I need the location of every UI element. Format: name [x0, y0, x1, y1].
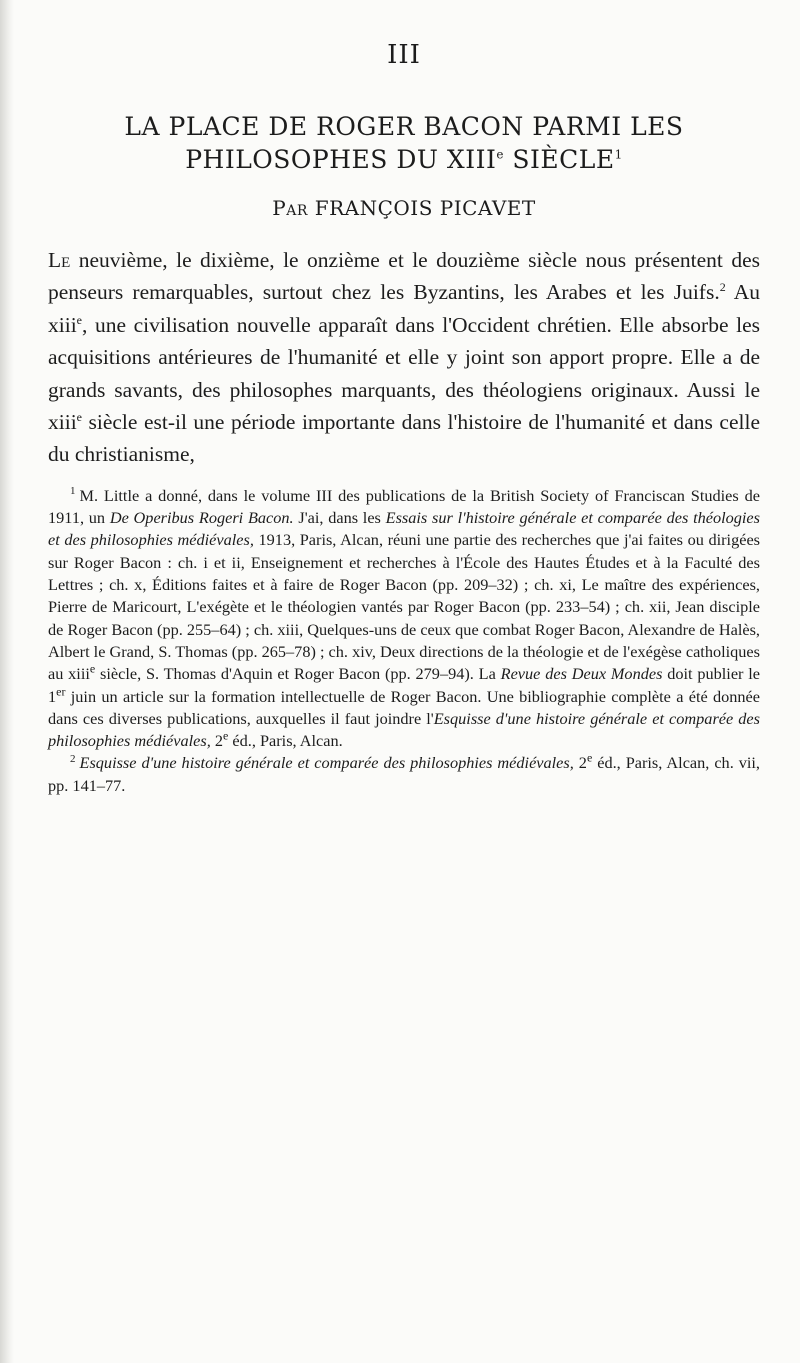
author-name: FRANÇOIS PICAVET [307, 196, 536, 220]
footnote-2-italic: Esquisse d'une histoire générale et comparée des philosophies médiévales, [79, 753, 574, 773]
footnote-1-text-e: doit publier le 1 [48, 664, 761, 706]
body-text-4: siècle est-il une période importante dans l'histoire de l'humanité et dans celle du christianisme, [48, 410, 760, 467]
footnote-2 [48, 752, 760, 797]
footnote-1-italic-b: Essais sur l'histoire générale et comparée des théologies et des philosophies médiévales, [48, 508, 760, 550]
footnote-1-sup-er: er [56, 684, 66, 699]
footnote-1-text-d: siècle, S. Thomas d'Aquin et Roger Bacon (pp. 279–94). La [95, 664, 501, 684]
body-superscript-e-2: e [76, 409, 82, 424]
footnote-1-text-g: 2 [210, 731, 223, 751]
footnote-2-sup-e: e [586, 750, 593, 765]
body-text-2: Au xiii [48, 280, 761, 337]
lead-word: Le [48, 248, 71, 272]
body-paragraph [48, 244, 760, 471]
footnote-1-text-a: M. Little a donné, dans le volume III des publications de la British Society of Franciscan Studies de 1911, un [48, 485, 760, 528]
footnote-1-text-f: juin un article sur la formation intellectuelle de Roger Bacon. Une bibliographie complète a été donnée dans ces diverses publications, auxquelles il faut joindre l' [48, 686, 760, 728]
body-text-1: neuvième, le dixième, le onzième et le douzième siècle nous présentent des penseurs remarquables, surtout chez les Byzantins, les Arabes et les Juifs. [48, 248, 760, 305]
author-line [48, 196, 760, 220]
footnote-2-text-b: éd., Paris, Alcan, ch. vii, pp. 141–77. [48, 753, 760, 795]
footnote-2-text-a: 2 [573, 753, 587, 773]
footnote-1-sup-e: e [89, 661, 96, 676]
footnote-1-text-c: 1913, Paris, Alcan, réuni une partie des recherches que j'ai faites ou dirigées sur Roger Bacon : ch. i et ii, Enseignement et recherches à l'École des Hautes Études et à la Faculté des Lettres ; ch. x, Éditions faites et à faire de Roger Bacon (pp. 209–32) ; ch. xi, Le maître des expériences, Pierre de Maricourt, L'exégète et le théologien vantés par Roger Bacon (pp. 233–54) ; ch. xii, Jean disciple de Roger Bacon (pp. 255–64) ; ch. xiii, Quelques-uns de ceux que combat Roger Bacon, Alexandre de Halès, Albert le Grand, S. Thomas (pp. 265–78) ; ch. xiv, Deux directions de la théologie et de l'exégèse catholiques au xiii [48, 530, 761, 684]
footnote-1-mark: 1 [70, 485, 76, 498]
footnote-1-sup-e-2: e [223, 728, 229, 743]
title-line-2: PHILOSOPHES DU XIII [185, 145, 497, 174]
footnote-2-mark: 2 [70, 752, 76, 765]
footnote-ref-2: 2 [719, 280, 726, 295]
footnote-1-italic-d: Esquisse d'une histoire générale et comparée des philosophies médiévales, [48, 708, 760, 751]
footnote-1-text-h: éd., Paris, Alcan. [228, 731, 343, 751]
body-superscript-e: e [76, 312, 82, 327]
body-text-3: , une civilisation nouvelle apparaît dans l'Occident chrétien. Elle absorbe les acquisitions antérieures de l'humanité et elle y joint son apport propre. Elle a de grands savants, des philosophes marquants, des théologiens originaux. Aussi le xiii [48, 312, 760, 435]
title-line-2-end: SIÈCLE [503, 145, 615, 174]
book-page [48, 18, 760, 797]
title-line-1: LA PLACE DE ROGER BACON PARMI LES [124, 112, 684, 141]
chapter-title [48, 110, 760, 176]
author-prefix: Par [272, 196, 308, 220]
footnotes [48, 485, 760, 797]
page-binding-shadow [0, 0, 14, 1363]
chapter-number: III [387, 40, 421, 70]
title-superscript: e [496, 147, 504, 162]
footnote-1 [48, 485, 760, 753]
footnote-1-text-b: J'ai, dans les [293, 508, 386, 528]
footnote-1-italic-c: Revue des Deux Mondes [500, 664, 663, 684]
footnote-1-italic-a: De Operibus Rogeri Bacon. [109, 508, 294, 528]
title-footnote-ref: 1 [614, 147, 623, 162]
